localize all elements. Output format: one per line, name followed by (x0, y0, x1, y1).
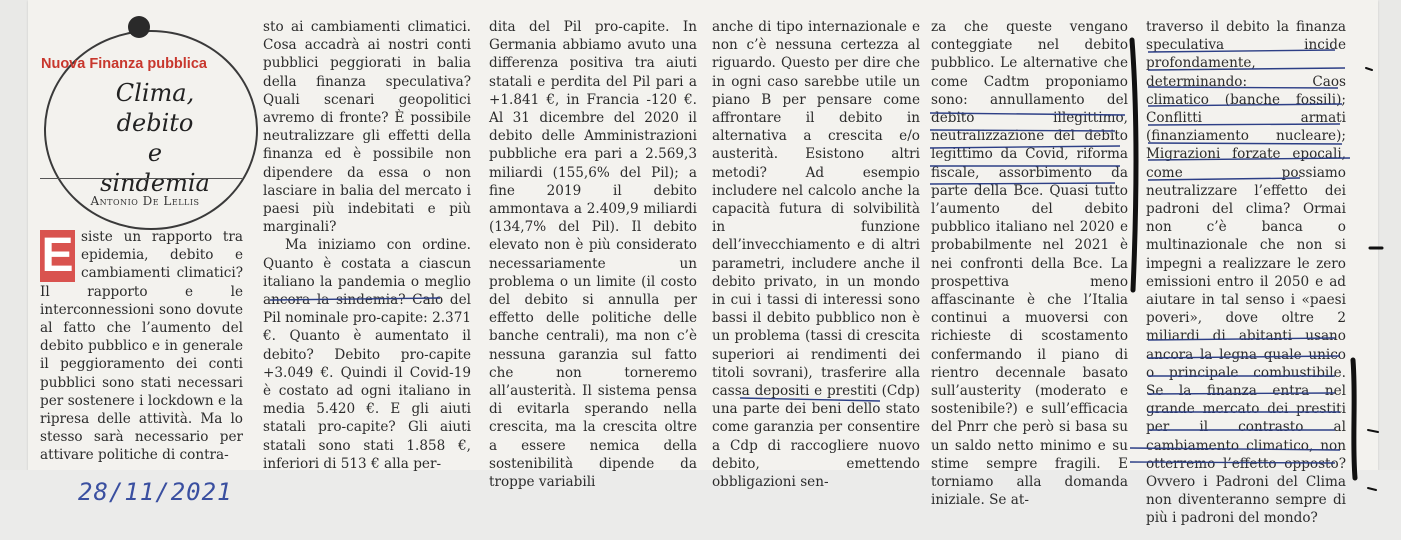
rubric-icon (128, 16, 150, 38)
author-byline: Antonio De Lellis (90, 194, 200, 208)
header-divider (40, 178, 242, 179)
title-line: Clima, (115, 79, 195, 107)
article-column-5 (931, 18, 1128, 509)
paragraph: za che queste vengano conteggiate nel debito pubblico. Le alternative che come Cadtm proponiamo sono: annullamento del debito illegittimo, neutralizzazione del debito legittimo da Covid, riforma fiscale, assorbimento da parte della Bce. Quasi tutto l’aumento del debito pubblico italiano nel 2020 e probabilmente nel 2021 è nei confronti della Bce. La prospettiva meno affascinante è che l’Italia continui a muoversi con richieste di scostamento confermando il piano di rientro decennale basato sull’austerity (moderato e sostenibile?) e sull’efficacia del Pnrr che però si basa su un saldo netto minimo e su stime sempre fragili. E torniamo alla domanda iniziale. Se at- (931, 19, 1128, 509)
article-column-2 (263, 18, 471, 473)
drop-cap: E (41, 229, 74, 282)
article-column-1 (40, 228, 243, 465)
title-line: debito (116, 109, 194, 137)
article-column-3 (489, 18, 697, 491)
paragraph: Ma iniziamo con ordine. Quanto è costata a ciascun italiano la pandemia o meglio ancora la sindemia? Calo del Pil nominale pro-capite: 2.371 €. Quanto è aumentato il debito? Debito pro-capite +3.049 €. Quindi il Covid-19 è costato ad ogni italiano in media 5.420 €. E gli aiuti statali pro-capite? Gli aiuti statali sono stati 1.858 €, inferiori di 513 € alla per- (263, 237, 471, 472)
paragraph: dita del Pil pro-capite. In Germania abbiamo avuto una differenza positiva tra aiuti statali e perdita del Pil pari a +1.841 €, in Francia -120 €. Al 31 dicembre del 2020 il debito delle Amministrazioni pubbliche era pari a 2.569,3 miliardi (155,6% del Pil); a fine 2019 il debito ammontava a 2.409,9 miliardi (134,7% del Pil). Il debito elevato non è più considerato necessariamente un problema o un limite (il costo del debito si annulla per effetto delle politiche delle banche centrali), ma non c’è nessuna garanzia sul fatto che non torneremo all’austerità. Il sistema pensa di evitarla sperando nella crescita, ma la crescita oltre a essere nemica della sostenibilità dipende da troppe variabili (489, 19, 697, 491)
section-kicker: Nuova Finanza pubblica (41, 56, 207, 72)
title-line: e sindemia (100, 139, 210, 197)
handwritten-date: 28/11/2021 (78, 478, 233, 506)
paragraph: siste un rapporto tra epidemia, debito e cambiamenti climatici? Il rapporto e le interconnessioni sono dovute al fatto che l’aumento del debito pubblico e in generale il peggioramento dei conti pubblici sono stati necessari per sostenere i lockdown e la ripresa delle attività. Ma lo stesso sarà necessario per attivare politiche di contra- (40, 229, 243, 464)
paragraph: traverso il debito la finanza speculativa incide profondamente, determinando: Caos climatico (banche fossili); Conflitti armati (finanziamento nucleare); Migrazioni forzate epocali, come possiamo neutralizzare l’effetto dei padroni del clima? Ormai non c’è banca o multinazionale che non si impegni a realizzare le zero emissioni entro il 2050 e ad aiutare in tal senso i «paesi poveri», dove oltre 2 miliardi di abitanti usano ancora la legna quale unico o principale combustibile. Se la finanza entra nel grande mercato dei prestiti per il contrasto al cambiamento climatico, non otterremo l’effetto opposto? Ovvero i Padroni del Clima non diventeranno sempre di più i padroni del mondo? (1146, 19, 1346, 527)
article-column-6 (1146, 18, 1346, 528)
article-column-4 (712, 18, 920, 491)
article-title (90, 78, 220, 198)
paragraph: anche di tipo internazionale e non c’è nessuna certezza al riguardo. Questo per dire che in ogni caso sarebbe utile un piano B per pensare come affrontare il debito in alternativa a crescita e/o austerità. Esistono altri metodi? Ad esempio includere nel calcolo anche la capacità futura di solvibilità in funzione dell’invecchiamento e di altri parametri, includere anche il debito privato, in un mondo in cui i tassi di interessi sono bassi il debito pubblico non è un problema (tassi di crescita superiori ai rendimenti dei titoli sovrani), trasferire alla cassa depositi e prestiti (Cdp) una parte dei beni dello stato come garanzia per consentire a Cdp di raccogliere nuovo debito, emettendo obbligazioni sen- (712, 19, 920, 491)
paragraph: sto ai cambiamenti climatici. Cosa accadrà ai nostri conti pubblici peggiorati in balia della finanza speculativa? Quali scenari geopolitici avremo di fronte? È possibile neutralizzare gli effetti della finanza ed è possibile non dipendere da essa o non lasciare in balia del mercato i paesi più indebitati e più marginali? (263, 19, 471, 236)
